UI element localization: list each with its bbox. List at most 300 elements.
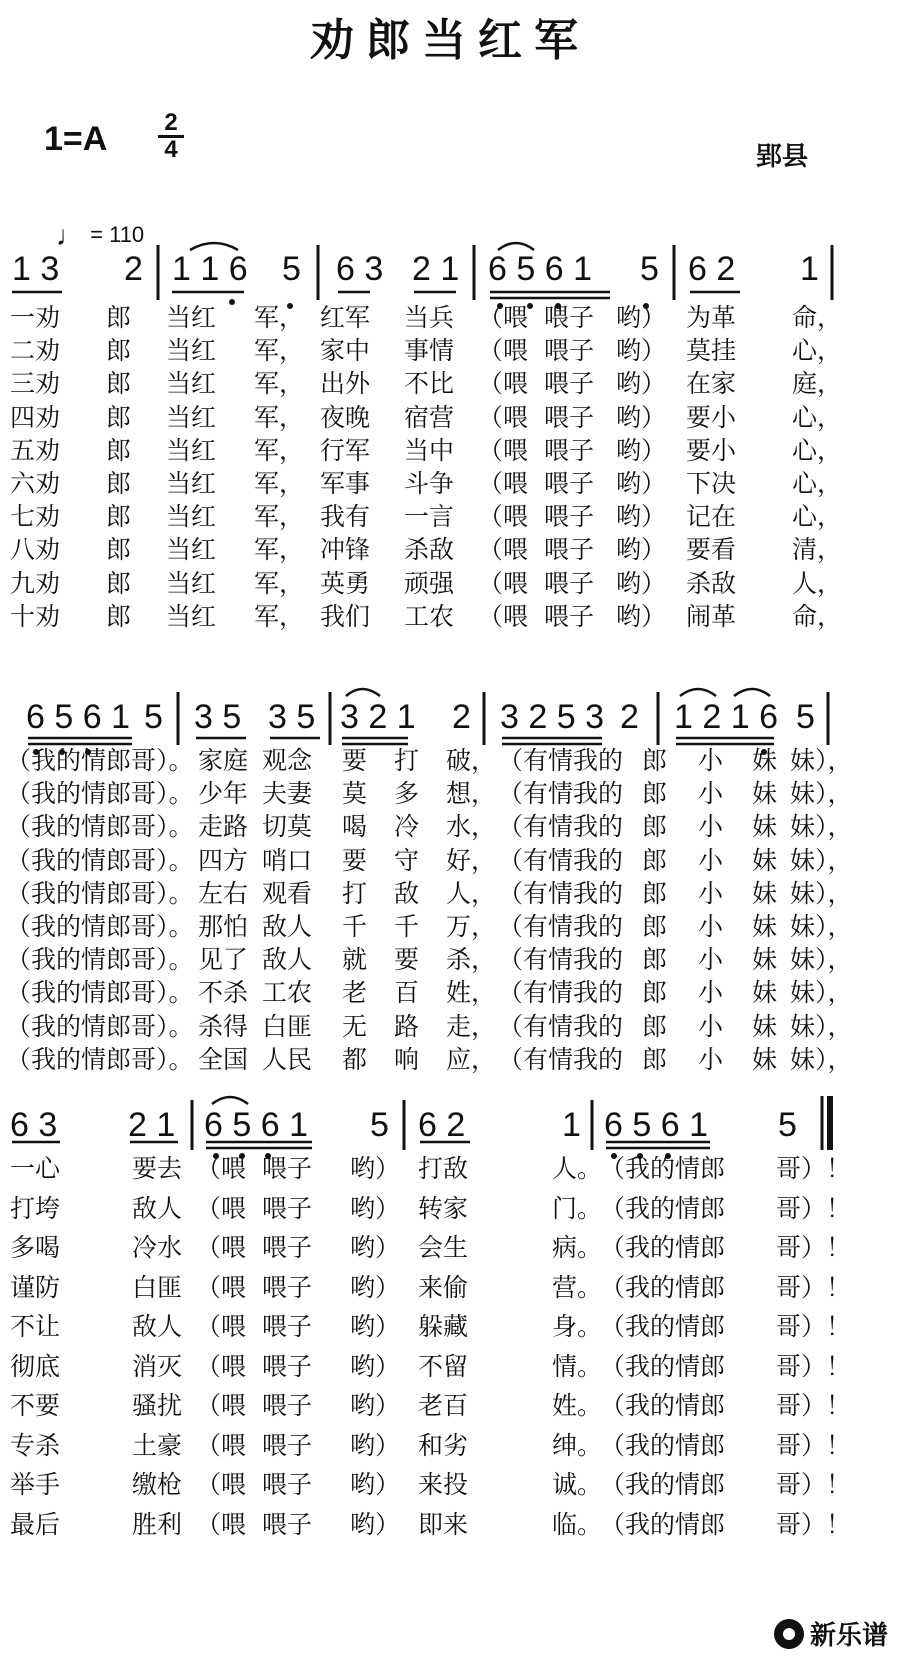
lyric-word: 小 [698, 945, 724, 975]
lyric-word: （我的情郎哥）。 [6, 746, 194, 775]
note-group: 5 [370, 1106, 389, 1144]
lyric-word: 妹 [752, 1044, 778, 1074]
lyric-word: 水， [446, 812, 497, 842]
lyric-word: 心， [792, 502, 843, 532]
lyric-word: 哟） [616, 303, 667, 332]
lyric-word: 少年 [198, 779, 249, 809]
lyric-word: 哥）！ [776, 1351, 852, 1381]
lyric-word: （我的情郎 [600, 1470, 726, 1499]
lyric-word: 郎 [642, 945, 668, 975]
lyric-word: 不留 [418, 1351, 469, 1381]
lyric-word: 郎 [106, 402, 132, 432]
lyric-word: 冲锋 [320, 535, 371, 565]
lyric-word: 和劣 [418, 1430, 469, 1460]
lyric-word: 心， [792, 336, 843, 366]
lyric-word: 哥）！ [776, 1430, 852, 1460]
lyric-word: （我的情郎 [600, 1272, 726, 1302]
lyric-word: 军， [254, 303, 305, 332]
lyric-word: 敌人 [132, 1312, 183, 1341]
note-group: 5 [282, 250, 301, 288]
lyric-word: 诚。 [552, 1470, 603, 1499]
lyric-word: 命， [792, 601, 843, 631]
lyric-word: （有情我的 [498, 978, 624, 1008]
lyric-word: 不要 [10, 1391, 61, 1420]
lyric-word: 喂子 [262, 1470, 313, 1499]
lyric-word: （我的情郎 [600, 1509, 726, 1539]
lyric-word: （喂 [196, 1154, 247, 1183]
lyric-word: 不让 [10, 1312, 61, 1341]
lyric-word: 杀敌 [404, 535, 455, 565]
lyric-word: 妹）， [790, 746, 853, 775]
note-group: 5 [778, 1106, 797, 1144]
lyric-word: （有情我的 [498, 845, 624, 875]
lyric-word: 哟） [616, 502, 667, 532]
lyric-word: 军， [254, 402, 305, 432]
lyric-word: 郎 [642, 845, 668, 875]
lyric-word: 彻底 [10, 1351, 61, 1381]
lyric-word: 我有 [320, 502, 371, 532]
note-group: 2 [620, 698, 639, 736]
lyric-word: 郎 [106, 502, 132, 532]
lyric-word: 想， [446, 779, 497, 809]
lyric-word: 军， [254, 336, 305, 366]
lyric-word: 小 [698, 878, 724, 908]
lyric-word: 红军 [320, 303, 371, 332]
lyric-word: 命， [792, 303, 843, 332]
lyric-word: 破， [446, 746, 497, 775]
lyric-word: 妹）， [790, 812, 853, 842]
lyric-word: 喂子 [262, 1193, 313, 1223]
lyric-word: （有情我的 [498, 812, 624, 842]
lyric-word: 土豪 [132, 1430, 183, 1460]
lyric-word: （我的情郎哥）。 [6, 1044, 194, 1074]
note-group: 6 5 6 1 [26, 698, 130, 736]
lyric-word: 郎 [106, 336, 132, 366]
lyric-word: 郎 [106, 369, 132, 399]
lyric-word: 郎 [642, 812, 668, 842]
note-group: 2 1 [412, 250, 460, 288]
lyric-word: （我的情郎 [600, 1430, 726, 1460]
lyric-word: 心， [792, 402, 843, 432]
lyric-word: （我的情郎 [600, 1193, 726, 1223]
lyric-word: 哟） [350, 1470, 401, 1499]
lyric-word: 姓， [446, 978, 497, 1008]
lyric-word: 杀， [446, 945, 497, 975]
lyric-word: （喂 [196, 1193, 247, 1223]
lyric-word: 喂子 [544, 469, 595, 498]
lyric-word: 当红 [166, 601, 217, 631]
lyric-word: 我们 [320, 601, 371, 631]
lyric-word: 当中 [404, 435, 455, 465]
lyric-word: （喂 [478, 568, 529, 598]
lyric-word: 小 [698, 978, 724, 1008]
lyric-word: 小 [698, 779, 724, 809]
lyric-word: 哟） [616, 369, 667, 399]
lyric-word: 当兵 [404, 303, 455, 332]
lyric-word: 莫 [342, 779, 368, 809]
lyric-word: 哟） [616, 435, 667, 465]
system-2-slurs [346, 689, 770, 696]
lyric-word: 临。 [552, 1509, 603, 1539]
lyric-word: 全国 [198, 1044, 249, 1074]
note-group: 6 3 [10, 1106, 58, 1144]
lyric-word: 四劝 [10, 402, 61, 432]
lyric-word: 门。 [552, 1193, 603, 1223]
lyric-word: （喂 [478, 303, 529, 332]
lyric-word: 宿营 [404, 402, 455, 432]
lyric-word: 千 [342, 912, 368, 941]
lyric-word: 小 [698, 812, 724, 842]
lyric-word: （喂 [196, 1351, 247, 1381]
lyric-word: 当红 [166, 535, 217, 565]
note-group: 3 2 5 3 [500, 698, 604, 736]
lyric-word: 十劝 [10, 601, 61, 631]
system-1-beams [12, 292, 740, 298]
note-group: 2 1 [128, 1106, 176, 1144]
time-signature-bottom: 4 [164, 136, 178, 163]
lyric-word: （有情我的 [498, 1044, 624, 1074]
lyric-word: 敌人 [262, 912, 313, 941]
lyric-word: 要 [342, 845, 368, 875]
lyric-word: 英勇 [320, 568, 371, 598]
lyric-word: 郎 [106, 568, 132, 598]
note-group: 6 2 [688, 250, 736, 288]
lyric-word: 白匪 [132, 1272, 183, 1302]
lyric-word: 谨防 [10, 1272, 61, 1302]
lyric-word: （我的情郎哥）。 [6, 845, 194, 875]
lyric-word: 哨口 [262, 845, 313, 875]
lyric-word: 在家 [686, 369, 737, 399]
region-label: 郢县 [755, 142, 808, 172]
lyric-word: 都 [342, 1044, 368, 1074]
lyric-word: 莫挂 [686, 336, 737, 366]
lyric-word: 三劝 [10, 369, 61, 399]
note-group: 6 2 [418, 1106, 466, 1144]
lyric-word: 行军 [320, 435, 371, 465]
lyric-word: 多喝 [10, 1233, 61, 1262]
lyric-word: 喂子 [262, 1233, 313, 1262]
note-group: 1 3 [12, 250, 60, 288]
lyric-word: 杀得 [198, 1011, 249, 1041]
lyric-word: 敌人 [262, 945, 313, 975]
lyric-word: （我的情郎 [600, 1312, 726, 1341]
note-group: 6 5 6 1 [604, 1106, 708, 1144]
lyric-word: 妹）， [790, 978, 853, 1008]
lyric-word: 哥）！ [776, 1193, 852, 1223]
lyric-word: 哥）！ [776, 1509, 852, 1539]
lyric-word: 心， [792, 469, 843, 498]
lyric-word: 家庭 [198, 746, 249, 775]
lyric-word: （我的情郎 [600, 1154, 726, 1183]
watermark [774, 1615, 888, 1652]
note-group: 3 5 [194, 698, 242, 736]
lyric-word: 喂子 [544, 369, 595, 399]
note-group: 3 2 1 [340, 698, 416, 736]
lyric-word: 哟） [350, 1154, 401, 1183]
lyric-word: （喂 [196, 1312, 247, 1341]
lyric-word: （喂 [478, 369, 529, 399]
lyric-word: （喂 [196, 1272, 247, 1302]
lyric-word: 妹）， [790, 878, 853, 908]
lyric-word: 哥）！ [776, 1154, 852, 1183]
note-group: 1 [800, 250, 819, 288]
lyric-word: 哟） [616, 402, 667, 432]
lyric-word: 郎 [642, 912, 668, 941]
lyric-word: 为革 [686, 303, 737, 332]
lyric-word: 哟） [350, 1233, 401, 1262]
lyric-word: 郎 [106, 435, 132, 465]
lyric-word: 哟） [616, 568, 667, 598]
lyric-word: （我的情郎哥）。 [6, 878, 194, 908]
lyric-word: 军， [254, 568, 305, 598]
lyric-word: 那怕 [198, 912, 249, 941]
lyric-word: （我的情郎哥）。 [6, 1011, 194, 1041]
lyric-word: （有情我的 [498, 878, 624, 908]
lyric-word: 喝 [342, 812, 368, 842]
lyric-word: 妹）， [790, 945, 853, 975]
lyric-word: （喂 [478, 402, 529, 432]
lyric-word: （喂 [196, 1430, 247, 1460]
lyric-word: 斗争 [404, 469, 455, 498]
note-group: 3 5 [268, 698, 316, 736]
lyric-word: 小 [698, 1011, 724, 1041]
lyric-word: 就 [342, 945, 368, 975]
lyric-word: 切莫 [262, 812, 313, 842]
lyric-word: （我的情郎 [600, 1351, 726, 1381]
lyric-word: 守 [394, 845, 420, 875]
lyric-word: 病。 [552, 1233, 603, 1262]
lyric-word: 骚扰 [132, 1391, 183, 1420]
lyric-word: 军事 [320, 469, 371, 498]
time-signature-top: 2 [164, 109, 178, 136]
lyric-word: 当红 [166, 502, 217, 532]
lyric-word: 哥）！ [776, 1470, 852, 1499]
lyric-word: 小 [698, 746, 724, 775]
lyric-word: 郎 [642, 978, 668, 1008]
lyric-word: 军， [254, 601, 305, 631]
lyric-word: 哥）！ [776, 1312, 852, 1341]
note-group: 1 2 1 6 [674, 698, 778, 736]
lyric-word: 军， [254, 435, 305, 465]
note-group: 5 [144, 698, 163, 736]
lyric-word: 工农 [404, 601, 455, 631]
lyric-word: 七劝 [10, 502, 61, 532]
lyric-word: 喂子 [544, 435, 595, 465]
lyric-word: 喂子 [544, 336, 595, 366]
lyric-word: 冷水 [132, 1233, 183, 1262]
lyric-word: 躲藏 [418, 1312, 469, 1341]
lyric-word: （喂 [478, 601, 529, 631]
lyric-word: 身。 [552, 1312, 603, 1341]
lyric-word: 打垮 [10, 1193, 61, 1223]
lyric-word: 响 [394, 1044, 420, 1074]
lyric-word: 哥）！ [776, 1391, 852, 1420]
lyric-word: 妹）， [790, 912, 853, 941]
lyric-word: 郎 [642, 779, 668, 809]
lyric-word: 工农 [262, 978, 313, 1008]
note-group: 5 [796, 698, 815, 736]
lyric-word: （喂 [478, 336, 529, 366]
lyric-word: 妹）， [790, 1011, 853, 1041]
lyric-word: 人， [792, 568, 843, 598]
lyric-word: 转家 [418, 1193, 469, 1223]
lyric-word: 庭， [792, 369, 843, 399]
lyric-word: 妹 [752, 812, 778, 842]
lyric-word: 喂子 [262, 1430, 313, 1460]
lyric-word: 哟） [350, 1272, 401, 1302]
lyric-word: 情。 [552, 1351, 603, 1381]
lyric-word: （喂 [478, 469, 529, 498]
lyric-word: 喂子 [262, 1391, 313, 1420]
lyric-word: 冷 [394, 812, 420, 842]
lyric-word: 观看 [262, 878, 313, 908]
lyric-word: 打 [394, 746, 420, 775]
lyric-word: 敌 [394, 878, 420, 908]
lyric-word: 当红 [166, 568, 217, 598]
lyric-word: 消灭 [132, 1351, 183, 1381]
lyric-word: 军， [254, 469, 305, 498]
lyric-word: （喂 [196, 1391, 247, 1420]
key-signature: 1=A [44, 120, 108, 158]
lyric-word: 人。 [552, 1154, 603, 1183]
lyric-word: 不比 [404, 369, 455, 399]
quarter-note-icon: ♩ [56, 220, 84, 251]
lyric-word: 郎 [642, 878, 668, 908]
lyric-word: 五劝 [10, 435, 61, 465]
lyric-word: 军， [254, 369, 305, 399]
lyric-word: 郎 [642, 1011, 668, 1041]
lyric-word: 顽强 [404, 568, 455, 598]
lyric-word: 好， [446, 845, 497, 875]
lyric-word: 哟） [350, 1351, 401, 1381]
lyric-word: 胜利 [132, 1509, 183, 1539]
lyric-word: 打敌 [418, 1154, 469, 1183]
lyric-word: 打 [342, 878, 368, 908]
lyric-word: 哥）！ [776, 1272, 852, 1302]
lyric-word: 喂子 [544, 601, 595, 631]
lyric-word: 喂子 [544, 535, 595, 565]
lyric-word: 见了 [198, 945, 249, 975]
lyric-word: 夫妻 [262, 779, 313, 809]
lyric-word: 即来 [418, 1509, 469, 1539]
lyric-word: 小 [698, 912, 724, 941]
lyric-word: 妹 [752, 978, 778, 1008]
lyric-word: 郎 [642, 746, 668, 775]
tempo-value: = 110 [90, 222, 145, 247]
lyric-word: 多 [394, 779, 420, 809]
lyric-word: 左右 [198, 878, 249, 908]
lyric-word: 家中 [320, 336, 371, 366]
lyric-word: （有情我的 [498, 746, 624, 775]
note-group: 2 [124, 250, 143, 288]
lyric-word: 六劝 [10, 469, 61, 498]
lyric-word: 九劝 [10, 568, 61, 598]
lyric-word: （喂 [196, 1470, 247, 1499]
lyric-word: 郎 [106, 601, 132, 631]
lyric-word: 无 [342, 1011, 368, 1041]
lyric-word: 四方 [198, 845, 249, 875]
lyric-word: 妹 [752, 746, 778, 775]
lyric-word: 八劝 [10, 535, 61, 565]
lyric-word: 要 [342, 746, 368, 775]
lyric-word: 会生 [418, 1233, 469, 1262]
note-group: 2 [452, 698, 471, 736]
lyric-word: 哟） [616, 601, 667, 631]
lyric-word: （我的情郎哥）。 [6, 779, 194, 809]
lyric-word: 喂子 [544, 502, 595, 532]
lyric-word: 心， [792, 435, 843, 465]
watermark-text: 新乐谱 [809, 1621, 888, 1651]
lyric-word: 喂子 [544, 568, 595, 598]
lyric-word: 绅。 [552, 1430, 603, 1460]
system-2-beams [28, 738, 774, 744]
lyric-word: 郎 [642, 1044, 668, 1074]
lyric-word: 一言 [404, 502, 455, 532]
lyric-word: 二劝 [10, 336, 61, 366]
lyric-word: （我的情郎 [600, 1391, 726, 1420]
lyric-word: 哟） [350, 1193, 401, 1223]
system-1-slurs [190, 243, 534, 250]
lyric-word: 人民 [262, 1044, 313, 1074]
lyric-word: （我的情郎哥）。 [6, 978, 194, 1008]
lyric-word: 小 [698, 1044, 724, 1074]
lyric-word: 小 [698, 845, 724, 875]
lyric-word: （我的情郎哥）。 [6, 912, 194, 941]
lyric-word: 姓。 [552, 1391, 603, 1420]
lyric-word: （喂 [196, 1509, 247, 1539]
lyric-word: 要去 [132, 1154, 183, 1183]
lyric-word: 专杀 [10, 1430, 61, 1460]
lyric-word: 哟） [350, 1430, 401, 1460]
lyric-word: 要小 [686, 435, 737, 465]
lyric-word: 哟） [350, 1391, 401, 1420]
lyric-word: 军， [254, 502, 305, 532]
music-disc-icon [774, 1619, 804, 1649]
lyric-word: 营。 [552, 1272, 603, 1302]
lyric-word: 哟） [616, 469, 667, 498]
lyric-word: （有情我的 [498, 912, 624, 941]
lyric-word: 千 [394, 912, 420, 941]
lyric-word: （我的情郎 [600, 1233, 726, 1262]
note-group: 5 [640, 250, 659, 288]
lyric-word: 清， [792, 535, 843, 565]
song-title: 劝郎当红军 [310, 15, 590, 66]
lyric-word: 下决 [686, 469, 737, 498]
note-group: 6 3 [336, 250, 384, 288]
lyric-word: 夜晚 [320, 402, 371, 432]
lyric-word: 百 [394, 978, 420, 1008]
lyric-word: （有情我的 [498, 945, 624, 975]
note-group: 6 5 6 1 [488, 250, 592, 288]
lyric-word: 当红 [166, 402, 217, 432]
lyric-word: 一劝 [10, 303, 61, 332]
lyric-word: 走路 [198, 812, 249, 842]
lyric-word: （我的情郎哥）。 [6, 945, 194, 975]
lyric-word: 老百 [418, 1391, 469, 1420]
lyric-word: 喂子 [262, 1351, 313, 1381]
lyric-word: 妹 [752, 845, 778, 875]
lyric-word: 妹）， [790, 845, 853, 875]
note-group: 1 1 6 [172, 250, 248, 288]
lyric-word: （有情我的 [498, 1011, 624, 1041]
lyric-word: 郎 [106, 469, 132, 498]
lyric-word: 喂子 [262, 1272, 313, 1302]
lyric-word: 喂子 [262, 1312, 313, 1341]
lyric-word: （喂 [478, 435, 529, 465]
note-group: 6 5 6 1 [204, 1106, 308, 1144]
lyric-word: 妹）， [790, 779, 853, 809]
lyric-word: 应， [446, 1044, 497, 1074]
